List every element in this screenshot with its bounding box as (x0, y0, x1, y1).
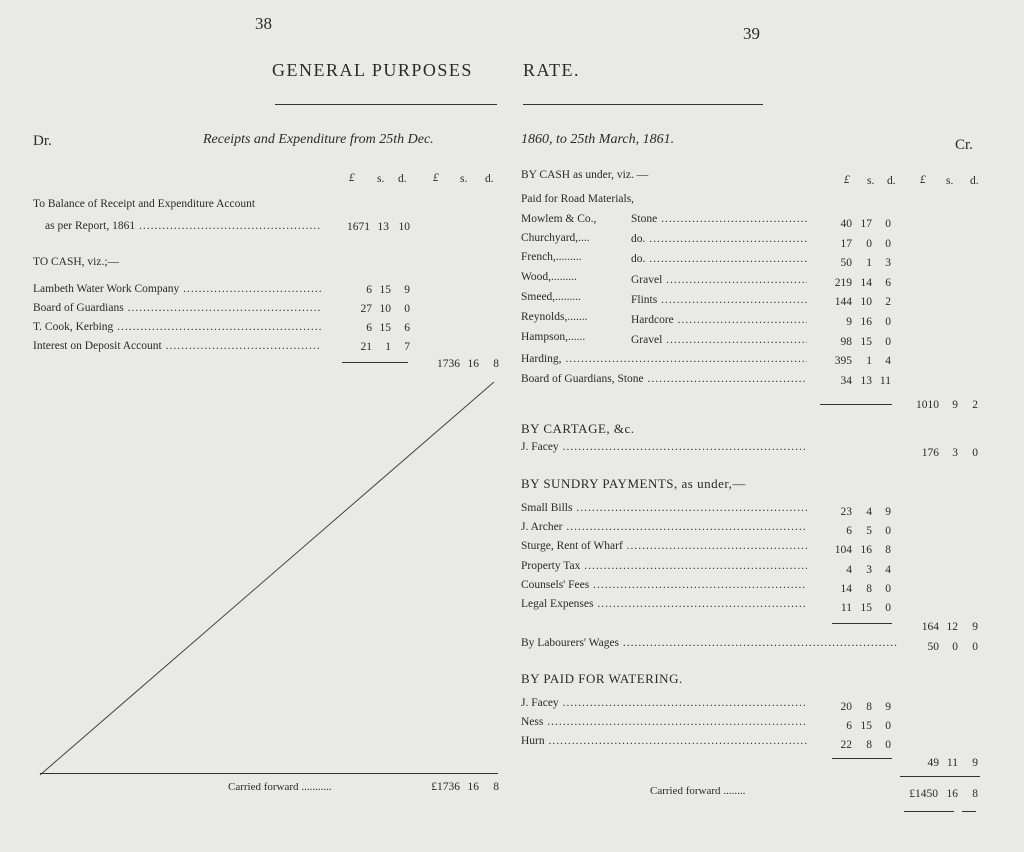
left-bottom-rule (40, 773, 498, 774)
road-item-name: Wood,......... (521, 271, 577, 283)
cash-item-shillings: 15 (379, 322, 391, 334)
road-item-shillings: 15 (860, 336, 872, 348)
heading-s: s. (377, 173, 385, 185)
road-total-pounds: 1010 (916, 399, 939, 411)
sundry-item-label: Property Tax ..... (521, 560, 807, 572)
sundry-item-pounds: 104 (834, 544, 852, 556)
heading-s: s. (946, 175, 954, 187)
road-item-kind: Gravel ..... (631, 274, 807, 286)
watering-item-pence: 9 (885, 701, 891, 713)
watering-total-pence: 9 (972, 757, 978, 769)
carried-forward-right-shillings: 16 (946, 788, 958, 800)
cash-item-pounds: 27 (360, 303, 372, 315)
cash-item-pence: 6 (404, 322, 410, 334)
road-total-shillings: 9 (952, 399, 958, 411)
road-item-kind: do. ..... (631, 253, 807, 265)
wages-label: By Labourers' Wages ..... (521, 637, 897, 649)
road-materials-heading: Paid for Road Materials, (521, 193, 635, 205)
caption-right: 1860, to 25th March, 1861. (521, 132, 675, 147)
cr-label: Cr. (955, 137, 973, 153)
sundry-item-shillings: 3 (866, 564, 872, 576)
road-item-shillings: 13 (860, 375, 872, 387)
road-item-kind: do. ..... (631, 233, 807, 245)
heading-pound: £ (433, 172, 439, 184)
watering-item-pounds: 6 (846, 720, 852, 732)
watering-item-shillings: 15 (860, 720, 872, 732)
carried-forward-right-pounds: £1450 (909, 788, 938, 800)
heading-d: d. (970, 175, 979, 187)
sundry-item-pounds: 14 (840, 583, 852, 595)
sundry-subtotal-rule (832, 623, 892, 624)
road-item-shillings: 1 (866, 257, 872, 269)
balance-pence: 10 (398, 221, 410, 233)
final-double-rule (962, 811, 976, 812)
caption-left: Receipts and Expenditure from 25th Dec. (203, 132, 434, 147)
cash-item-pounds: 6 (366, 284, 372, 296)
road-item-name: Board of Guardians, Stone ..... (521, 373, 807, 385)
watering-item-pence: 0 (885, 720, 891, 732)
heading-pound: £ (844, 174, 850, 186)
road-item-pounds: 395 (834, 355, 852, 367)
sundry-item-shillings: 4 (866, 506, 872, 518)
watering-item-pence: 0 (885, 739, 891, 751)
left-total-pounds: 1736 (437, 358, 460, 370)
road-item-pence: 4 (885, 355, 891, 367)
cash-item-pounds: 6 (366, 322, 372, 334)
sundry-item-pounds: 11 (840, 602, 852, 614)
carried-forward-left-shillings: 16 (467, 781, 479, 793)
cash-item-pence: 0 (404, 303, 410, 315)
title-left: GENERAL PURPOSES (272, 60, 473, 80)
road-item-pence: 0 (885, 218, 891, 230)
watering-item-label: Hurn ..... (521, 735, 807, 747)
carried-forward-left-pounds: £1736 (431, 781, 460, 793)
title-right: RATE. (523, 60, 580, 80)
road-item-kind: Stone ..... (631, 213, 807, 225)
sundry-item-label: Small Bills ..... (521, 502, 807, 514)
sundry-item-pence: 4 (885, 564, 891, 576)
road-subtotal-rule (820, 404, 892, 405)
road-item-name: Churchyard,.... (521, 232, 590, 244)
cash-item-pence: 9 (404, 284, 410, 296)
cash-item-pounds: 21 (360, 341, 372, 353)
watering-total-shillings: 11 (946, 757, 958, 769)
road-item-pounds: 9 (846, 316, 852, 328)
road-item-pounds: 98 (840, 336, 852, 348)
cartage-heading: BY CARTAGE, &c. (521, 421, 635, 436)
heading-d: d. (398, 173, 407, 185)
cash-item-shillings: 1 (385, 341, 391, 353)
road-item-shillings: 10 (860, 296, 872, 308)
road-item-name: Mowlem & Co., (521, 213, 597, 225)
road-item-pence: 0 (885, 336, 891, 348)
heading-pound: £ (349, 172, 355, 184)
watering-total-pounds: 49 (927, 757, 939, 769)
heading-d: d. (485, 173, 494, 185)
cash-item-label: Board of Guardians ..... (33, 302, 321, 314)
watering-item-pounds: 20 (840, 701, 852, 713)
road-item-pounds: 40 (840, 218, 852, 230)
road-item-name: Harding, ..... (521, 353, 807, 365)
watering-item-shillings: 8 (866, 701, 872, 713)
road-item-pence: 0 (885, 316, 891, 328)
sundry-total-pence: 9 (972, 621, 978, 633)
road-item-pence: 0 (885, 238, 891, 250)
road-total-pence: 2 (972, 399, 978, 411)
sundry-item-label: Sturge, Rent of Wharf ..... (521, 540, 807, 552)
watering-item-shillings: 8 (866, 739, 872, 751)
road-item-name: Reynolds,....... (521, 311, 588, 323)
cash-item-label: Lambeth Water Work Company ..... (33, 283, 321, 295)
right-bottom-rule (900, 776, 980, 777)
sundry-item-label: J. Archer ..... (521, 521, 807, 533)
cash-heading-right: BY CASH as under, viz. — (521, 169, 649, 181)
cash-item-label: Interest on Deposit Account ..... (33, 340, 321, 352)
sundry-item-pounds: 6 (846, 525, 852, 537)
heading-s: s. (867, 175, 875, 187)
cartage-item-label: J. Facey ..... (521, 441, 807, 453)
cash-item-shillings: 15 (379, 284, 391, 296)
watering-item-label: Ness ..... (521, 716, 807, 728)
carried-forward-right-label: Carried forward ........ (650, 785, 746, 797)
road-item-pounds: 144 (834, 296, 852, 308)
road-item-pounds: 50 (840, 257, 852, 269)
cartage-shillings: 3 (952, 447, 958, 459)
sundry-total-shillings: 12 (946, 621, 958, 633)
road-item-shillings: 0 (866, 238, 872, 250)
wages-pounds: 50 (927, 641, 939, 653)
cash-item-shillings: 10 (379, 303, 391, 315)
road-item-kind: Hardcore ..... (631, 314, 807, 326)
sundry-item-shillings: 15 (860, 602, 872, 614)
left-total-shillings: 16 (467, 358, 479, 370)
road-item-pounds: 219 (834, 277, 852, 289)
sundry-item-pence: 0 (885, 525, 891, 537)
road-item-shillings: 16 (860, 316, 872, 328)
watering-subtotal-rule (832, 758, 892, 759)
road-item-shillings: 1 (866, 355, 872, 367)
page-number-right: 39 (743, 24, 760, 43)
dr-label: Dr. (33, 133, 52, 149)
heading-pound: £ (920, 174, 926, 186)
road-item-name: Smeed,......... (521, 291, 582, 303)
sundry-item-pence: 8 (885, 544, 891, 556)
road-item-pence: 6 (885, 277, 891, 289)
road-item-name: French,......... (521, 251, 582, 263)
road-item-shillings: 14 (860, 277, 872, 289)
road-item-pounds: 34 (840, 375, 852, 387)
watering-item-label: J. Facey ..... (521, 697, 807, 709)
sundry-item-pounds: 23 (840, 506, 852, 518)
watering-item-pounds: 22 (840, 739, 852, 751)
carried-forward-left-label: Carried forward ........... (228, 781, 332, 793)
watering-heading: BY PAID FOR WATERING. (521, 671, 683, 686)
final-double-rule (904, 811, 954, 812)
heading-d: d. (887, 175, 896, 187)
balance-line-1: To Balance of Receipt and Expenditure Account (33, 198, 256, 210)
page-number-left: 38 (255, 14, 272, 33)
sundry-item-label: Counsels' Fees ..... (521, 579, 807, 591)
sundry-item-shillings: 16 (860, 544, 872, 556)
sundry-item-label: Legal Expenses ..... (521, 598, 807, 610)
balance-line-2: as per Report, 1861 ..... (45, 220, 320, 232)
cash-item-pence: 7 (404, 341, 410, 353)
heading-s: s. (460, 173, 468, 185)
road-item-pence: 3 (885, 257, 891, 269)
cartage-pence: 0 (972, 447, 978, 459)
wages-pence: 0 (972, 641, 978, 653)
road-item-shillings: 17 (860, 218, 872, 230)
sundry-item-pence: 0 (885, 602, 891, 614)
road-item-kind: Flints ..... (631, 294, 807, 306)
left-total-pence: 8 (493, 358, 499, 370)
road-item-pence: 11 (879, 375, 891, 387)
cash-item-label: T. Cook, Kerbing ..... (33, 321, 321, 333)
cash-heading-left: TO CASH, viz.;— (33, 256, 120, 268)
balance-shillings: 13 (377, 221, 389, 233)
sundry-item-shillings: 8 (866, 583, 872, 595)
road-item-pounds: 17 (840, 238, 852, 250)
road-item-name: Hampson,...... (521, 331, 586, 343)
road-item-kind: Gravel ..... (631, 334, 807, 346)
cartage-pounds: 176 (921, 447, 939, 459)
carried-forward-right-pence: 8 (972, 788, 978, 800)
sundry-item-shillings: 5 (866, 525, 872, 537)
sundry-total-pounds: 164 (921, 621, 939, 633)
balance-pounds: 1671 (347, 221, 370, 233)
sundry-item-pence: 9 (885, 506, 891, 518)
wages-shillings: 0 (952, 641, 958, 653)
sundry-heading: BY SUNDRY PAYMENTS, as under,— (521, 476, 746, 491)
sundry-item-pounds: 4 (846, 564, 852, 576)
carried-forward-left-pence: 8 (493, 781, 499, 793)
sundry-item-pence: 0 (885, 583, 891, 595)
road-item-pence: 2 (885, 296, 891, 308)
